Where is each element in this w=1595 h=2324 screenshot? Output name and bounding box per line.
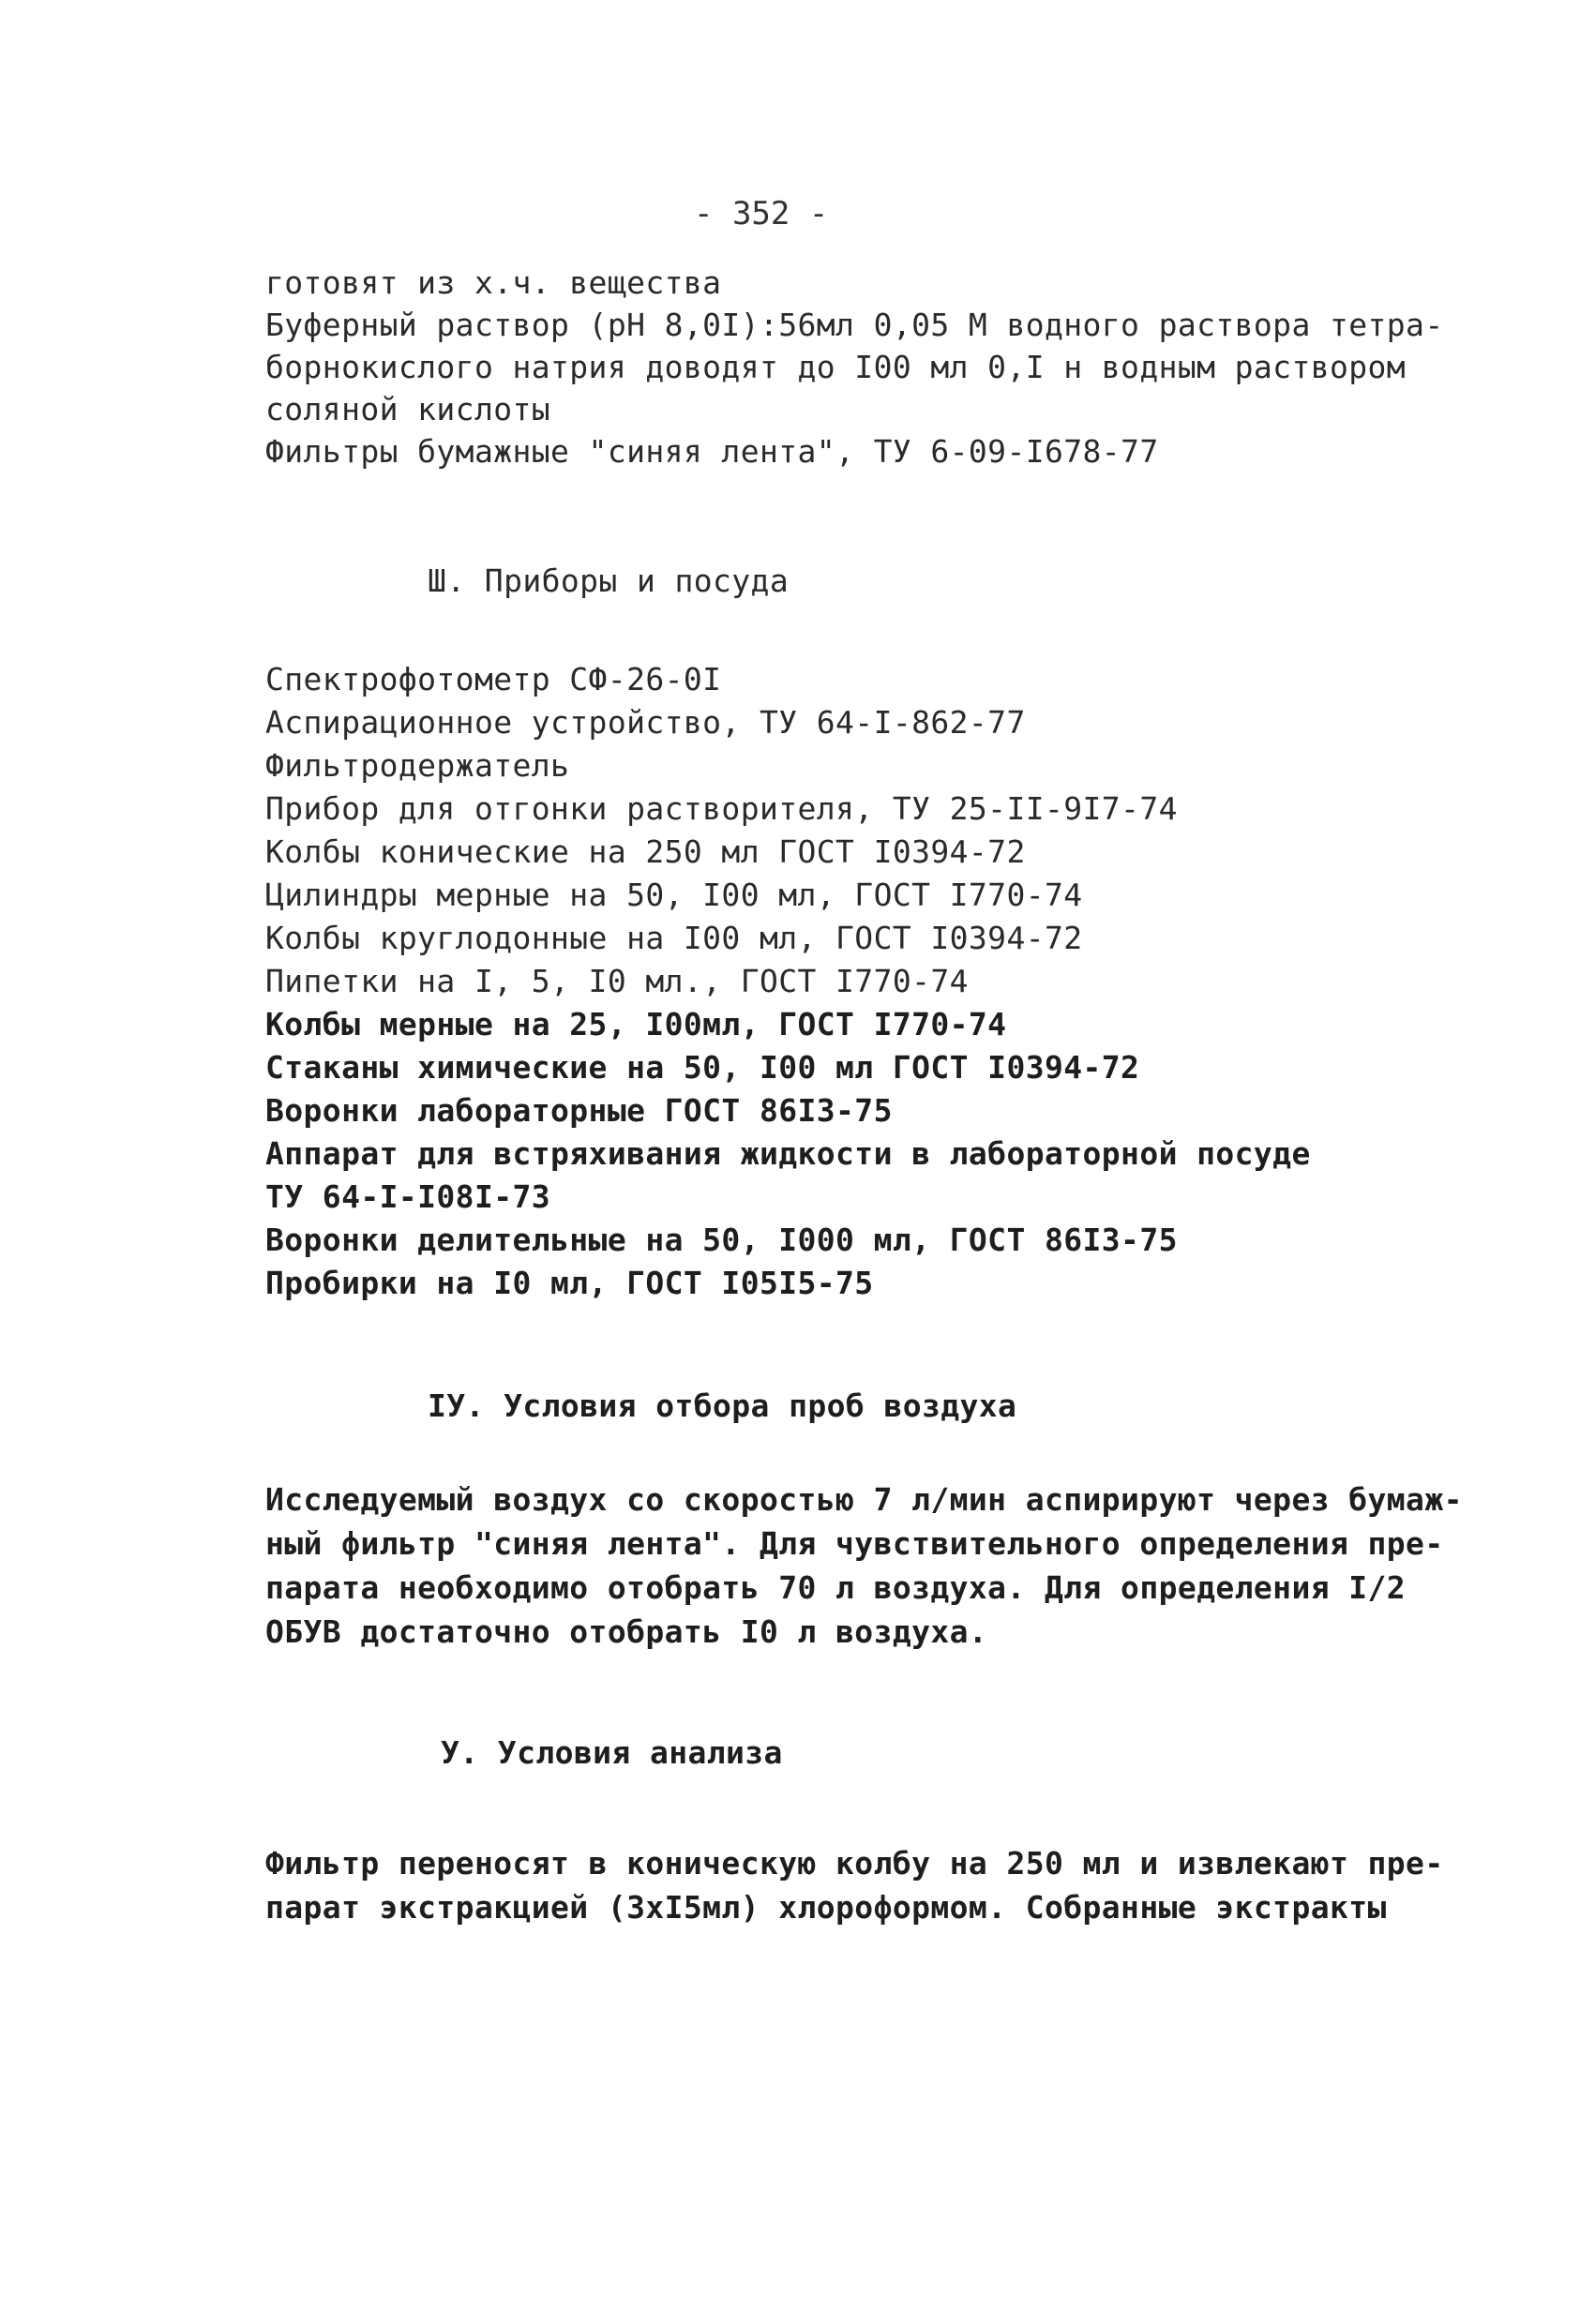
equipment-item-15: Пробирки на I0 мл, ГОСТ I05I5-75 bbox=[265, 1265, 874, 1301]
equipment-item-14: Воронки делительные на 50, I000 мл, ГОСТ 86I3-75 bbox=[265, 1222, 1178, 1258]
section-5-line-1: Фильтр переносят в коническую колбу на 250 мл и извлекают пре- bbox=[265, 1845, 1444, 1882]
intro-line-3: борнокислого натрия доводят до I00 мл 0,I н водным раствором bbox=[265, 349, 1407, 385]
section-4-line-3: парата необходимо отобрать 70 л воздуха. Для определения I/2 bbox=[265, 1569, 1407, 1606]
equipment-item-12: Аппарат для встряхивания жидкости в лабораторной посуде bbox=[265, 1135, 1311, 1172]
section-4-heading: IУ. Условия отбора проб воздуха bbox=[428, 1387, 1017, 1424]
equipment-item-4: Прибор для отгонки растворителя, ТУ 25-II-9I7-74 bbox=[265, 790, 1178, 827]
equipment-item-5: Колбы конические на 250 мл ГОСТ I0394-72 bbox=[265, 833, 1026, 870]
section-4-line-4: ОБУВ достаточно отобрать I0 л воздуха. bbox=[265, 1613, 988, 1650]
section-4-line-2: ный фильтр "синяя лента". Для чувствительного определения пре- bbox=[265, 1525, 1444, 1562]
intro-line-4: соляной кислоты bbox=[265, 391, 551, 427]
equipment-item-7: Колбы круглодонные на I00 мл, ГОСТ I0394-72 bbox=[265, 920, 1083, 956]
equipment-item-6: Цилиндры мерные на 50, I00 мл, ГОСТ I770-74 bbox=[265, 877, 1083, 913]
equipment-item-9: Колбы мерные на 25, I00мл, ГОСТ I770-74 bbox=[265, 1006, 1007, 1042]
page-number: - 352 - bbox=[694, 195, 829, 232]
equipment-item-2: Аспирационное устройство, ТУ 64-I-862-77 bbox=[265, 704, 1026, 741]
equipment-item-8: Пипетки на I, 5, I0 мл., ГОСТ I770-74 bbox=[265, 963, 969, 999]
equipment-item-1: Спектрофотометр СФ-26-0I bbox=[265, 661, 722, 697]
equipment-item-13: ТУ 64-I-I08I-73 bbox=[265, 1178, 551, 1215]
section-3-heading: Ш. Приборы и посуда bbox=[428, 562, 790, 599]
intro-line-1: готовят из х.ч. вещества bbox=[265, 264, 722, 301]
intro-line-5: Фильтры бумажные "синяя лента", ТУ 6-09-I678-77 bbox=[265, 433, 1159, 470]
section-5-heading: У. Условия анализа bbox=[441, 1734, 783, 1771]
equipment-item-10: Стаканы химические на 50, I00 мл ГОСТ I0394-72 bbox=[265, 1049, 1140, 1086]
section-4-line-1: Исследуемый воздух со скоростью 7 л/мин аспирируют через бумаж- bbox=[265, 1481, 1463, 1518]
section-5-line-2: парат экстракцией (3хI5мл) хлороформом. Собранные экстракты bbox=[265, 1889, 1387, 1926]
equipment-item-3: Фильтродержатель bbox=[265, 747, 570, 784]
equipment-item-11: Воронки лабораторные ГОСТ 86I3-75 bbox=[265, 1092, 893, 1129]
intro-line-2: Буферный раствор (pH 8,0I):56мл 0,05 М водного раствора тетра- bbox=[265, 307, 1444, 343]
